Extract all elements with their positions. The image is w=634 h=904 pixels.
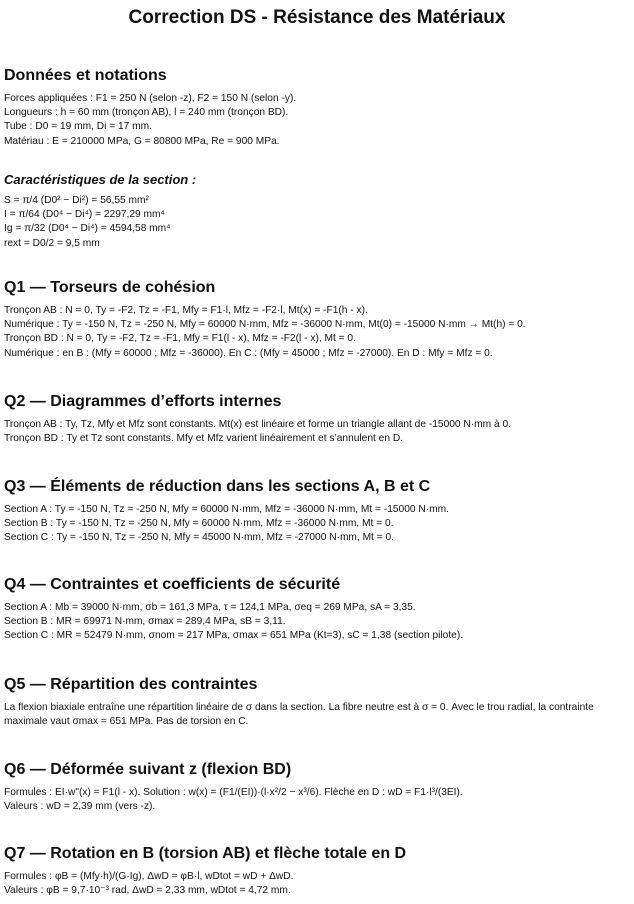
text-line: Tronçon AB : N = 0, Ty = -F2, Tz = -F1, Mfy = F1·l, Mfz = -F2·l, Mt(x) = -F1(h - x). bbox=[4, 305, 368, 316]
text-line: Section B : Ty = -150 N, Tz = -250 N, Mfy = 60000 N·mm, Mfz = -36000 N·mm, Mt = 0. bbox=[4, 518, 394, 530]
section-heading: Q6 — Déformée suivant z (flexion BD) bbox=[4, 761, 292, 778]
text-line: Numérique : Ty = -150 N, Tz = -250 N, Mfy = 60000 N·mm, Mfz = -36000 N·mm, Mt(0) = -15000 N·mm → Mt(h) = 0. bbox=[4, 319, 526, 331]
section-heading: Q1 — Torseurs de cohésion bbox=[4, 279, 216, 296]
text-line: S = π/4 (D0² − Di²) = 56,55 mm² bbox=[4, 195, 149, 206]
text-line: Valeurs : wD = 2,39 mm (vers -z). bbox=[4, 801, 156, 813]
section-q2 bbox=[4, 392, 630, 446]
text-line: Tronçon BD : Ty et Tz sont constants. Mfy et Mfz varient linéairement et s’annulent en D. bbox=[4, 433, 404, 445]
text-line: Section C : Ty = -150 N, Tz = -250 N, Mfy = 45000 N·mm, Mfz = -27000 N·mm, Mt = 0. bbox=[4, 532, 394, 544]
section-q6 bbox=[4, 760, 630, 814]
section-q4 bbox=[4, 575, 630, 644]
paragraph: La flexion biaxiale entraîne une répartition linéaire de σ dans la section. La fibre neutre est à σ = 0. Avec le trou radial, la contrainte maximale vaut σmax = 651 MPa. Pas de torsion en C. bbox=[4, 702, 594, 728]
text-line: Tronçon BD : N = 0, Ty = -F2, Tz = -F1, Mfy = F1(l - x), Mfz = -F2(l - x), Mt = 0. bbox=[4, 333, 356, 345]
section-heading: Q2 — Diagrammes d’efforts internes bbox=[4, 393, 282, 410]
section-donnees bbox=[4, 66, 630, 149]
subsection-heading: Caractéristiques de la section : bbox=[4, 172, 197, 187]
text-line: Valeurs : φB = 9,7·10⁻³ rad, ΔwD = 2,33 mm, wDtot = 4,72 mm. bbox=[4, 885, 291, 897]
text-line: Numérique : en B : (Mfy = 60000 ; Mfz = -36000). En C : (Mfy = 45000 ; Mfz = -27000). En D : Mfy = Mfz = 0. bbox=[4, 347, 493, 359]
section-heading: Données et notations bbox=[4, 67, 167, 84]
text-line: Longueurs : h = 60 mm (tronçon AB), l = 240 mm (tronçon BD). bbox=[4, 107, 289, 119]
text-line: rext = D0/2 = 9,5 mm bbox=[4, 237, 100, 249]
section-q1 bbox=[4, 278, 630, 361]
text-line: Matériau : E = 210000 MPa, G = 80800 MPa, Re = 900 MPa. bbox=[4, 135, 280, 147]
text-line: Formules : EI·w"(x) = F1(l - x). Solution : w(x) = (F1/(EI))·(l·x²/2 − x³/6). Flèche en D : wD = F1·l³/(3EI). bbox=[4, 787, 463, 798]
section-q5 bbox=[4, 675, 630, 729]
section-heading: Q7 — Rotation en B (torsion AB) et flèche totale en D bbox=[4, 845, 407, 862]
text-line: I = π/64 (D0⁴ − Di⁴) = 2297,29 mm⁴ bbox=[4, 209, 165, 221]
text-line: Forces appliquées : F1 = 250 N (selon -z), F2 = 150 N (selon -y). bbox=[4, 93, 297, 104]
text-line: Tronçon AB : Ty, Tz, Mfy et Mfz sont constants. Mt(x) est linéaire et forme un triangle allant de -15000 N·mm à 0. bbox=[4, 419, 511, 430]
text-line: Ig = π/32 (D0⁴ − Di⁴) = 4594,58 mm⁴ bbox=[4, 223, 171, 235]
section-q7 bbox=[4, 844, 630, 898]
text-line: Section A : Mb = 39000 N·mm, σb = 161,3 MPa, τ = 124,1 MPa, σeq = 269 MPa, sA = 3,35. bbox=[4, 602, 416, 613]
section-heading: Q5 — Répartition des contraintes bbox=[4, 676, 258, 693]
text-line: Formules : φB = (Mfy·h)/(G·Ig), ΔwD = φB·l, wDtot = wD + ΔwD. bbox=[4, 871, 294, 882]
section-heading: Q3 — Éléments de réduction dans les sections A, B et C bbox=[4, 478, 431, 495]
text-line: Tube : D0 = 19 mm, Di = 17 mm. bbox=[4, 121, 152, 133]
section-heading: Q4 — Contraintes et coefficients de sécurité bbox=[4, 576, 341, 593]
document-title: Correction DS - Résistance des Matériaux bbox=[128, 7, 506, 28]
section-caracteristiques bbox=[4, 171, 630, 251]
text-line: Section C : MR = 52479 N·mm, σnom = 217 MPa, σmax = 651 MPa (Kt=3), sC = 1,38 (section pilote). bbox=[4, 630, 464, 642]
text-line: Section B : MR = 69971 N·mm, σmax = 289,4 MPa, sB = 3,11. bbox=[4, 616, 286, 628]
text-line: Section A : Ty = -150 N, Tz = -250 N, Mfy = 60000 N·mm, Mfz = -36000 N·mm, Mt = -15000 N·mm. bbox=[4, 504, 449, 515]
section-q3 bbox=[4, 477, 630, 546]
